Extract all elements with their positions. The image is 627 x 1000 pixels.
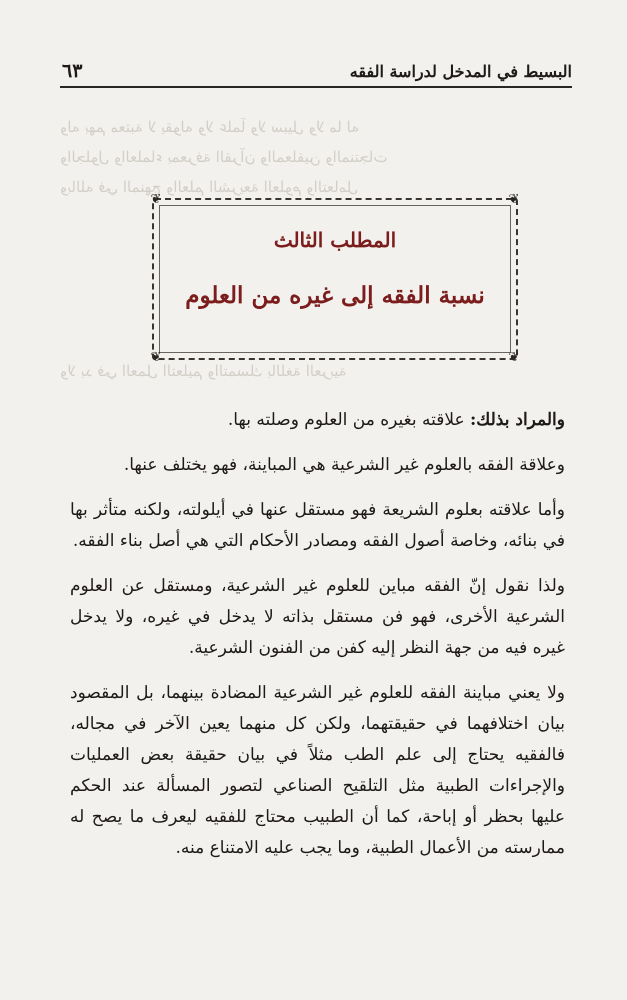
ornament-corner-icon: ❦ <box>508 192 520 207</box>
ornament-corner-icon: ❦ <box>508 350 520 365</box>
bleed-through-line: ولا بد في العمل التعليم والتمسك باللغة العربية <box>60 362 347 380</box>
section-title-frame <box>150 192 520 365</box>
bleed-through-line: وبالله في المنهج والعلم الشريعة العلوم والتعامل <box>60 178 359 196</box>
section-label: المطلب الثالث <box>273 228 397 252</box>
bleed-through-line: والجلول والعلماء بمعرفة القرآن والمعلقين والمنتجات <box>60 148 388 166</box>
definition-term: والمراد بذلك: <box>470 410 565 430</box>
section-title: نسبة الفقه إلى غيره من العلوم <box>185 282 485 309</box>
header-book-title: البسيط في المدخل لدراسة الفقه <box>349 62 572 81</box>
page-number: ٦٣ <box>62 60 83 82</box>
ornament-corner-icon: ❦ <box>150 192 162 207</box>
body-text <box>70 405 565 878</box>
paragraph: ولذا نقول إنّ الفقه مباين للعلوم غير الشرعية، ومستقل عن العلوم الشرعية الأخرى، فهو فن مستقل بذاته لا يدخل في غيره، ولا يدخل غيره فيه من جهة النظر إليه كفن من الفنون الشرعية. <box>70 576 565 658</box>
ornament-corner-icon: ❦ <box>150 350 162 365</box>
running-header <box>60 58 572 88</box>
paragraph-definition <box>70 405 565 436</box>
paragraph: ولا يعني مباينة الفقه للعلوم غير الشرعية المضادة بينهما، بل المقصود بيان اختلافهما في حقيقتهما، ولكن كل منهما يعين الآخر في مجاله، فالفقيه يحتاج إلى علم الطب مثلاً في بيان حقيقة بعض العمليات والإجراءات الطبية مثل التلقيح الصناعي لتصور المسألة عند الحكم عليها بحظر أو إباحة، كما أن الطبيب محتاج للفقيه ليعرف ما يصح له ممارسته من الأعمال الطبية، وما يجب عليه الامتناع منه. <box>70 683 565 858</box>
bleed-through-line: وله بهم معتبة لا يقوله ولا علماً ولا سبيل ولا ما له <box>60 118 360 136</box>
paragraph: وأما علاقته بعلوم الشريعة فهو مستقل عنها في أيلولته، ولكنه متأثر بها في بنائه، وخاصة أصول الفقه ومصادر الأحكام التي هي أصل بناء الفقه. <box>70 500 565 551</box>
paragraph: وعلاقة الفقه بالعلوم غير الشرعية هي المباينة، فهو يختلف عنها. <box>123 455 565 475</box>
definition-text: علاقته بغيره من العلوم وصلته بها. <box>227 410 471 430</box>
